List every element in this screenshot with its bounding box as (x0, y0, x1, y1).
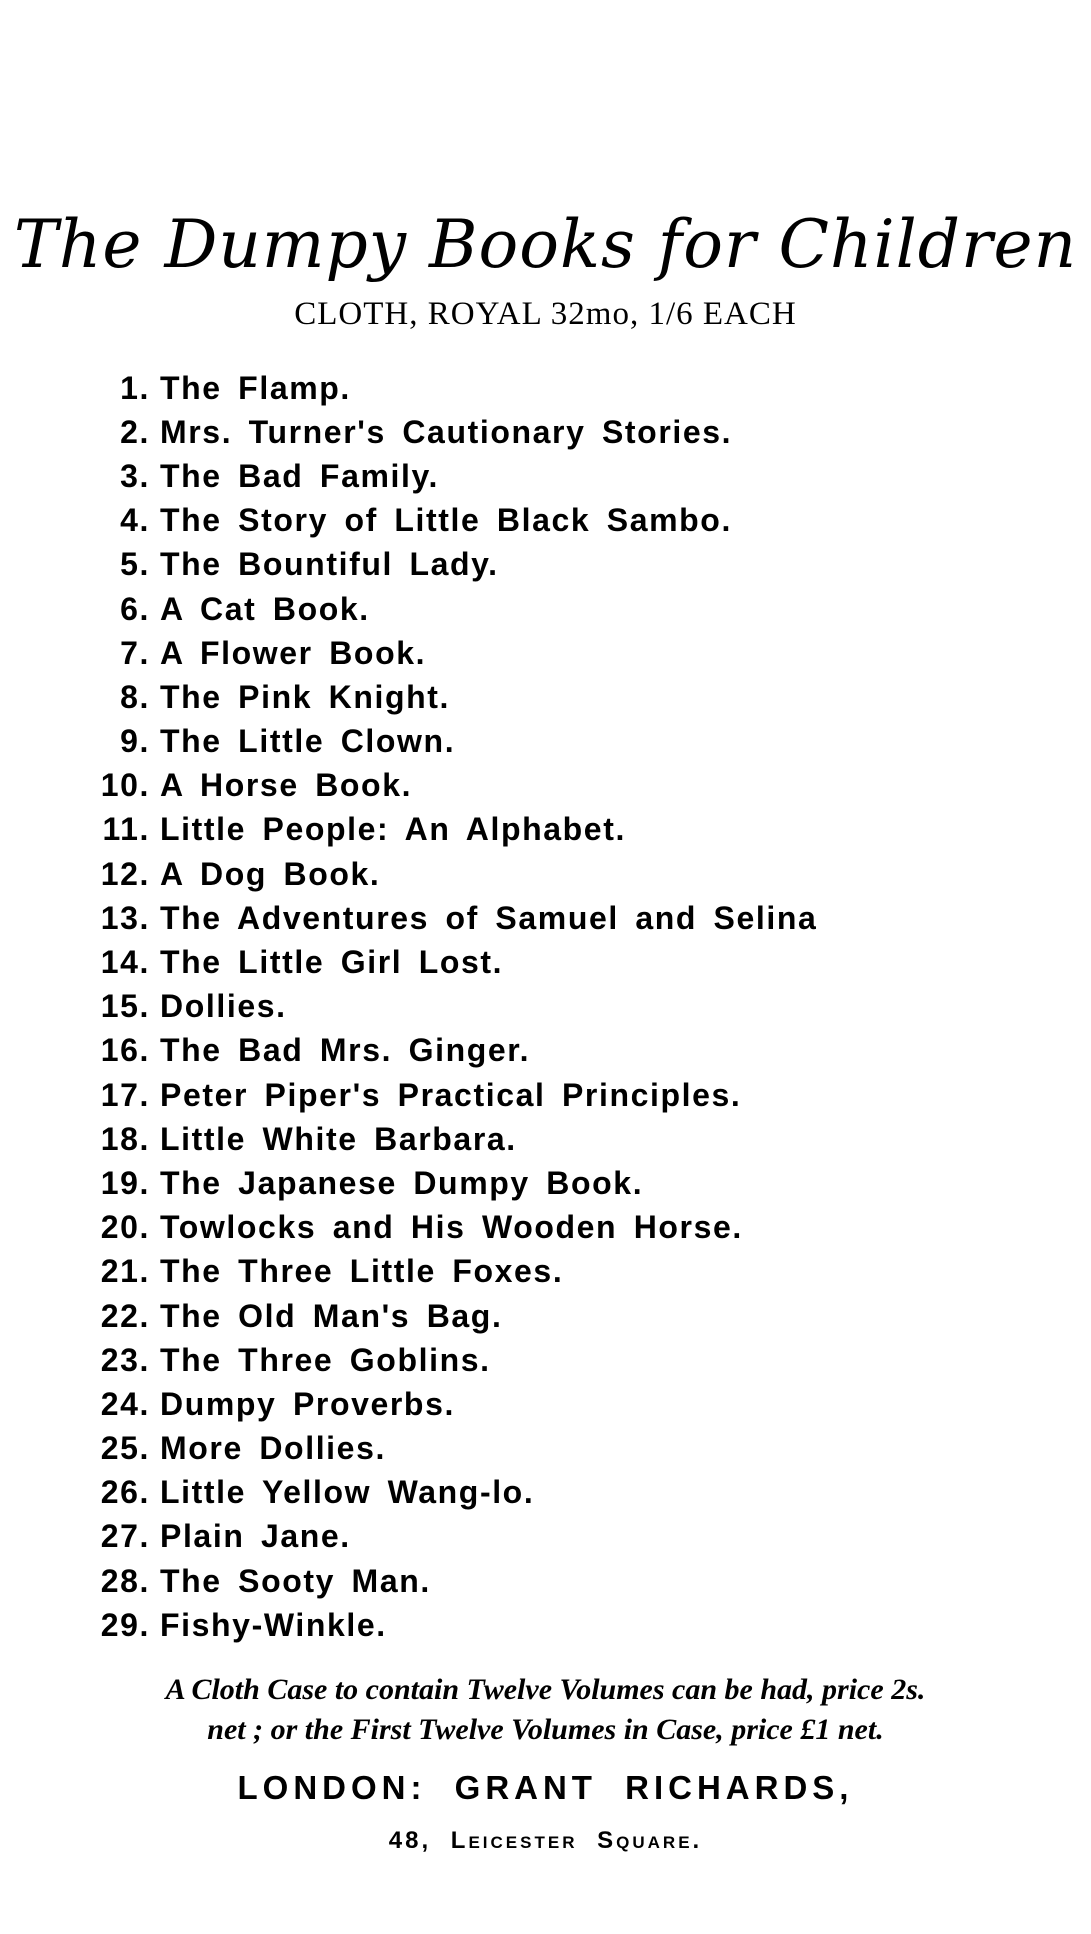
book-title: The Japanese Dumpy Book. (160, 1164, 644, 1201)
cloth-case-note (0, 1670, 1091, 1750)
book-item (60, 1161, 1070, 1205)
book-number: 9. (120, 723, 150, 760)
book-item (60, 675, 1070, 719)
book-item (60, 764, 1070, 808)
publisher-address: 48, Leicester Square. (388, 1827, 703, 1854)
book-title: The Sooty Man. (160, 1562, 431, 1599)
book-item (60, 720, 1070, 764)
book-number: 28. (100, 1562, 150, 1599)
book-item (60, 454, 1070, 498)
book-number: 24. (100, 1385, 150, 1422)
book-title: The Little Girl Lost. (160, 944, 504, 981)
book-title: Peter Piper's Practical Principles. (160, 1076, 742, 1113)
book-item (60, 1250, 1070, 1294)
book-item (60, 985, 1070, 1029)
book-number: 1. (120, 369, 150, 406)
book-number: 2. (120, 413, 150, 450)
book-title: Dumpy Proverbs. (160, 1385, 455, 1422)
book-item (60, 1294, 1070, 1338)
book-title: The Old Man's Bag. (160, 1297, 503, 1334)
book-number: 17. (100, 1076, 150, 1113)
book-item (60, 1117, 1070, 1161)
page-subtitle: CLOTH, ROYAL 32mo, 1/6 EACH (294, 296, 797, 332)
book-title: Dollies. (160, 988, 287, 1025)
book-number: 20. (100, 1209, 150, 1246)
book-item (60, 1559, 1070, 1603)
book-title: The Flamp. (160, 369, 351, 406)
book-number: 19. (100, 1164, 150, 1201)
book-number: 4. (120, 502, 150, 539)
book-title: A Flower Book. (160, 634, 427, 671)
book-item (60, 587, 1070, 631)
book-number: 7. (120, 634, 150, 671)
book-title: The Bountiful Lady. (160, 546, 499, 583)
book-number: 10. (100, 767, 150, 804)
book-title: A Cat Book. (160, 590, 370, 627)
book-item (60, 1338, 1070, 1382)
book-number: 18. (100, 1120, 150, 1157)
book-title: Little Yellow Wang-lo. (160, 1474, 535, 1511)
book-number: 6. (120, 590, 150, 627)
book-item (60, 1515, 1070, 1559)
book-item (60, 808, 1070, 852)
book-number: 22. (100, 1297, 150, 1334)
book-item (60, 1427, 1070, 1471)
book-number: 11. (102, 811, 150, 848)
book-number: 3. (120, 457, 150, 494)
book-title: Little People: An Alphabet. (160, 811, 626, 848)
book-number: 27. (100, 1518, 150, 1555)
cloth-case-note-line-2: net ; or the First Twelve Volumes in Case, price £1 net. (207, 1713, 884, 1746)
book-item (60, 852, 1070, 896)
book-number: 25. (100, 1430, 150, 1467)
book-number: 15. (100, 988, 150, 1025)
book-item (60, 1471, 1070, 1515)
book-number: 13. (100, 899, 150, 936)
page-title: The Dumpy Books for Children (13, 206, 1078, 283)
book-title: The Three Goblins. (160, 1341, 491, 1378)
book-item (60, 1603, 1070, 1647)
book-title: The Three Little Foxes. (160, 1253, 564, 1290)
book-title: A Dog Book. (160, 855, 381, 892)
book-number: 29. (100, 1606, 150, 1643)
book-title: The Bad Mrs. Ginger. (160, 1032, 531, 1069)
book-title: The Story of Little Black Sambo. (160, 502, 732, 539)
book-number: 8. (120, 678, 150, 715)
book-number: 26. (100, 1474, 150, 1511)
book-title: Little White Barbara. (160, 1120, 517, 1157)
book-item (60, 366, 1070, 410)
book-number: 12. (100, 855, 150, 892)
book-title: A Horse Book. (160, 767, 413, 804)
book-list (60, 366, 1070, 1647)
book-title: More Dollies. (160, 1430, 386, 1467)
book-item (60, 1382, 1070, 1426)
book-number: 21. (100, 1253, 150, 1290)
book-title: Mrs. Turner's Cautionary Stories. (160, 413, 733, 450)
cloth-case-note-line-1: A Cloth Case to contain Twelve Volumes can be had, price 2s. (165, 1673, 926, 1706)
book-item (60, 410, 1070, 454)
book-item (60, 940, 1070, 984)
book-item (60, 631, 1070, 675)
book-number: 23. (100, 1341, 150, 1378)
publisher-name: LONDON: GRANT RICHARDS, (237, 1769, 854, 1806)
book-item (60, 1206, 1070, 1250)
book-title: The Pink Knight. (160, 678, 451, 715)
book-item (60, 499, 1070, 543)
book-item (60, 896, 1070, 940)
book-title: Towlocks and His Wooden Horse. (160, 1209, 743, 1246)
book-title: Plain Jane. (160, 1518, 351, 1555)
book-number: 5. (120, 546, 150, 583)
book-title: The Little Clown. (160, 723, 456, 760)
book-title: The Bad Family. (160, 457, 440, 494)
book-item (60, 1029, 1070, 1073)
book-number: 16. (100, 1032, 150, 1069)
book-item (60, 1073, 1070, 1117)
book-title: The Adventures of Samuel and Selina (160, 899, 818, 936)
book-number: 14. (100, 944, 150, 981)
book-title: Fishy-Winkle. (160, 1606, 387, 1643)
book-item (60, 543, 1070, 587)
